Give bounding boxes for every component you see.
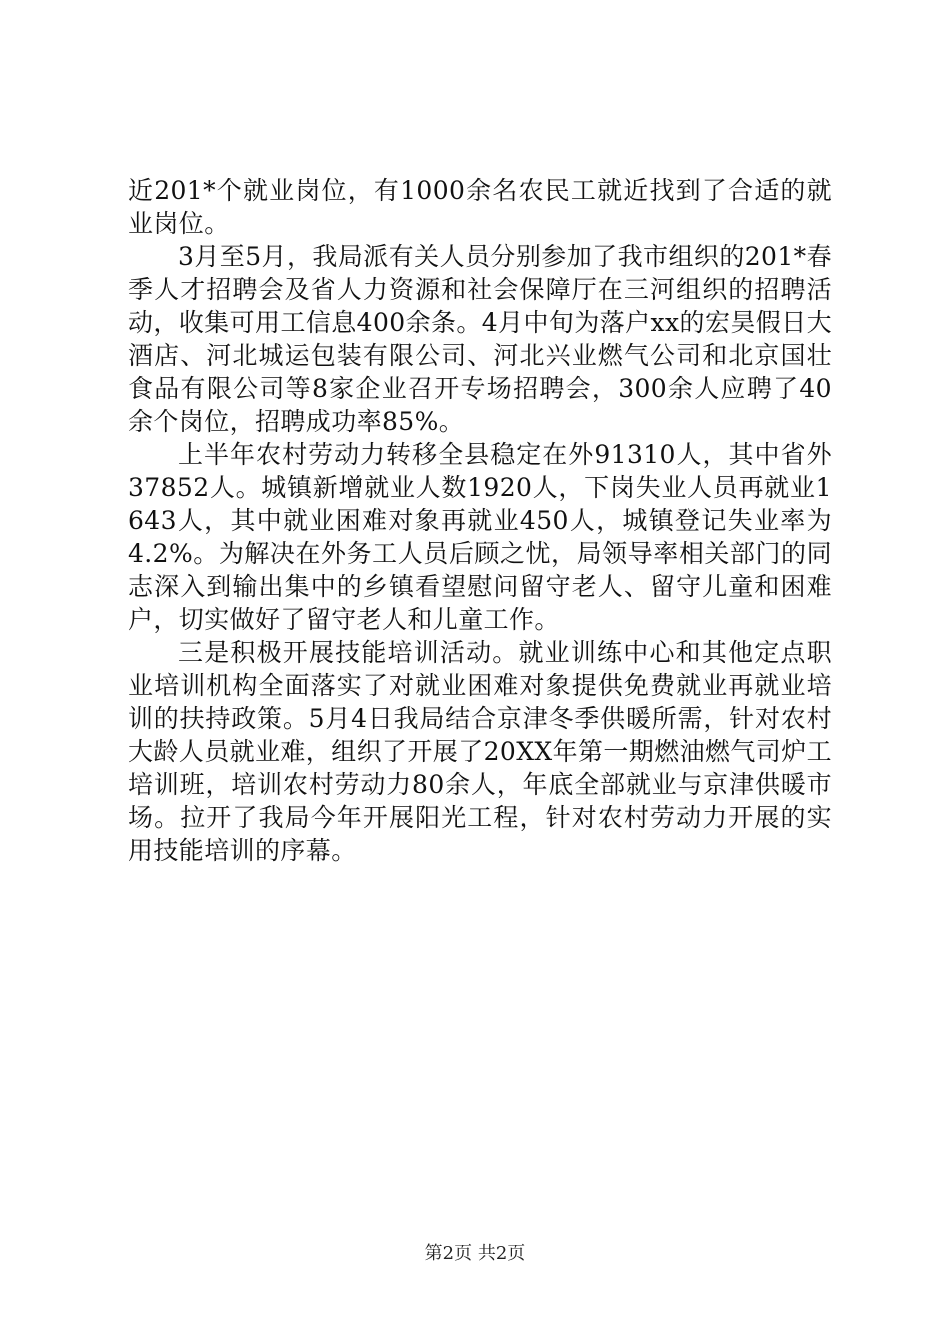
document-body — [128, 174, 832, 867]
paragraph-labor-transfer: 上半年农村劳动力转移全县稳定在外91310人，其中省外37852人。城镇新增就业人数1920人，下岗失业人员再就业1643人，其中就业困难对象再就业450人，城镇登记失业率为4.2%。为解决在外务工人员后顾之忧，局领导率相关部门的同志深入到输出集中的乡镇看望慰问留守老人、留守儿童和困难户，切实做好了留守老人和儿童工作。 — [128, 440, 832, 634]
paragraph-recruitment: 3月至5月，我局派有关人员分别参加了我市组织的201*春季人才招聘会及省人力资源和社会保障厅在三河组织的招聘活动，收集可用工信息400余条。4月中旬为落户xx的宏昊假日大酒店、河北城运包装有限公司、河北兴业燃气公司和北京国壮食品有限公司等8家企业召开专场招聘会，300余人应聘了40余个岗位，招聘成功率85%。 — [128, 242, 832, 436]
paragraph-continuation: 近201*个就业岗位，有1000余名农民工就近找到了合适的就业岗位。 — [128, 176, 832, 238]
paragraph-skills-training: 三是积极开展技能培训活动。就业训练中心和其他定点职业培训机构全面落实了对就业困难对象提供免费就业再就业培训的扶持政策。5月4日我局结合京津冬季供暖所需，针对农村大龄人员就业难，组织了开展了20XX年第一期燃油燃气司炉工培训班，培训农村劳动力80余人，年底全部就业与京津供暖市场。拉开了我局今年开展阳光工程，针对农村劳动力开展的实用技能培训的序幕。 — [128, 638, 833, 865]
page-number-footer: 第2页 共2页 — [424, 1243, 526, 1264]
